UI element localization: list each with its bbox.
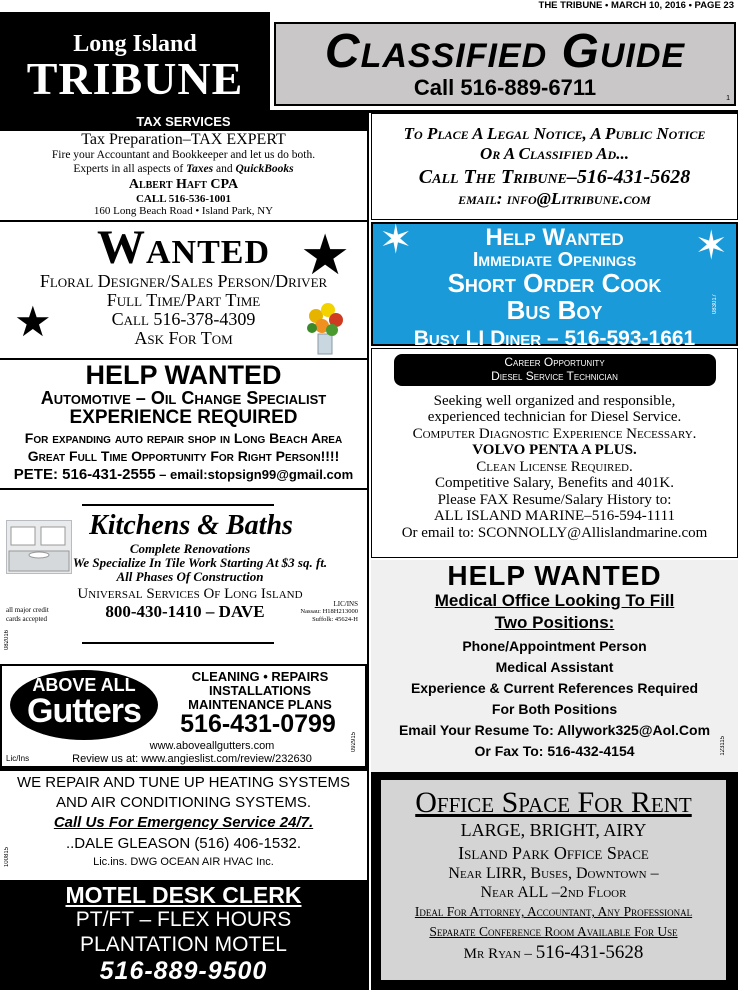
cook-line-5: Busy LI Diner – 516-593-1661: [413, 326, 696, 350]
heating-line-1: WE REPAIR AND TUNE UP HEATING SYSTEMS: [16, 774, 351, 791]
diesel-bar-line-2: Diesel Service Technician: [491, 368, 618, 383]
kitchen-line-4: Universal Services Of Long Island: [77, 586, 303, 602]
ad-motel-desk-clerk: [0, 880, 367, 990]
gutters-line-3: MAINTENANCE PLANS: [188, 697, 332, 712]
diesel-line-8: ALL ISLAND MARINE–516-594-1111: [433, 508, 676, 525]
auto-email: – email:stopsign99@gmail.com: [155, 467, 354, 483]
wanted-line-3: Call 516-378-4309: [111, 308, 256, 329]
tax-phone: CALL 516-536-1001: [135, 193, 232, 206]
auto-line-3: For expanding auto repair shop in Long Beach Area: [24, 429, 343, 446]
office-title: Office Space For Rent: [415, 786, 692, 819]
gutters-logo-line-1: ABOVE ALL: [32, 675, 136, 695]
kitchen-rule-bottom: [82, 642, 274, 644]
wanted-line-4: Ask For Tom: [134, 327, 233, 348]
notice-line-1: To Place A Legal Notice, A Public Notice: [403, 124, 706, 143]
cook-line-3: Short Order Cook: [447, 268, 662, 298]
diesel-line-4: VOLVO PENTA A PLUS.: [472, 442, 637, 459]
ad-short-order-cook: [371, 218, 738, 350]
logo-line-2: TRIBUNE: [26, 53, 244, 104]
ad-diesel-technician: [371, 348, 738, 558]
diesel-line-9: Or email to: SCONNOLLY@Allislandmarine.com: [401, 524, 708, 541]
kitchen-lic-2: Nassau: H18H213000: [300, 608, 358, 615]
gutters-review: Review us at: www.angieslist.com/review/232630: [72, 753, 312, 765]
notice-line-4: email: info@Litribune.com: [458, 188, 651, 208]
heating-line-5: Lic.ins. DWG OCEAN AIR HVAC Inc.: [93, 856, 274, 868]
diesel-line-3: Computer Diagnostic Experience Necessary.: [412, 425, 697, 442]
medical-line-2: Two Positions:: [494, 613, 615, 633]
tax-line-2-quickbooks: QuickBooks: [235, 162, 294, 175]
gutters-web: www.aboveallgutters.com: [149, 740, 275, 752]
ad-medical-office: [371, 560, 738, 772]
classified-guide-header: [274, 22, 736, 106]
kitchen-phone: 800-430-1410 – DAVE: [105, 602, 265, 621]
auto-line-2: EXPERIENCE REQUIRED: [69, 406, 298, 428]
kitchen-lic-3: Suffolk: 45624-H: [312, 616, 358, 623]
auto-phone: PETE: 516-431-2555: [13, 466, 156, 484]
office-line-3: Near LIRR, Buses, Downtown –: [448, 865, 659, 882]
motel-line-4: 516-889-9500: [99, 956, 268, 985]
tax-title: Tax Preparation–TAX EXPERT: [81, 131, 286, 148]
diesel-line-5: Clean License Required.: [476, 458, 633, 475]
star-icon-cook-right: ✶: [694, 224, 728, 268]
office-line-1: LARGE, BRIGHT, AIRY: [460, 820, 647, 840]
tax-name: Albert Haft CPA: [128, 177, 239, 193]
diesel-line-2: experienced technician for Diesel Service.: [427, 409, 682, 426]
office-contact-name: Mr Ryan –: [463, 945, 536, 962]
office-line-4: Near ALL –2nd Floor: [480, 884, 627, 902]
tax-address: 160 Long Beach Road • Island Park, NY: [93, 205, 274, 218]
diesel-line-1: Seeking well organized and responsible,: [433, 392, 676, 409]
cook-line-1: Help Wanted: [485, 224, 624, 251]
auto-line-1: Automotive – Oil Change Specialist: [40, 388, 327, 408]
gutters-line-1: CLEANING • REPAIRS: [191, 669, 329, 684]
medical-title: HELP WANTED: [447, 560, 662, 591]
gutters-phone: 516-431-0799: [180, 710, 336, 738]
diesel-bar-line-1: Career Opportunity: [504, 355, 605, 369]
gutters-lic: Lic/Ins: [6, 754, 30, 763]
notice-line-2: Or A Classified Ad...: [480, 144, 629, 164]
gutters-line-2: INSTALLATIONS: [208, 683, 312, 698]
medical-line-3: Phone/Appointment Person: [462, 638, 647, 655]
tax-bar: TAX SERVICES: [0, 113, 367, 131]
tax-line-1: Fire your Accountant and Bookkeeper and let us do both.: [51, 148, 316, 161]
diesel-bar: [394, 354, 716, 386]
medical-ref: 123115: [720, 736, 726, 756]
guide-phone: Call 516-889-6711: [413, 75, 597, 100]
tax-line-2-mid: and: [213, 162, 236, 175]
kitchen-ref: 082016: [4, 630, 10, 651]
ad-automotive: [0, 360, 367, 488]
medical-line-7: Email Your Resume To: Allywork325@Aol.Com: [398, 722, 711, 739]
kitchen-note-1: all major credit: [6, 606, 49, 614]
ad-office-space: [381, 780, 726, 980]
motel-line-1: MOTEL DESK CLERK: [65, 882, 302, 908]
column-divider: [367, 110, 369, 990]
diesel-line-7: Please FAX Resume/Salary History to:: [437, 491, 672, 508]
kitchen-line-1: Complete Renovations: [129, 541, 251, 556]
page-folio: THE TRIBUNE • MARCH 10, 2016 • PAGE 23: [538, 0, 734, 11]
cook-line-4: Bus Boy: [506, 295, 603, 326]
wanted-title: Wanted: [96, 221, 271, 274]
cook-ref: 083017: [712, 294, 718, 315]
tribune-logo: [0, 12, 270, 110]
kitchen-lic-1: LIC/INS: [333, 600, 358, 608]
flower-bouquet-icon: [304, 300, 346, 356]
star-icon-bottom-left: ★: [14, 300, 52, 346]
gutters-logo: [10, 670, 158, 740]
office-line-7: [381, 942, 726, 965]
ad-heating-ac: [0, 771, 367, 879]
kitchen-rule-top: [82, 504, 274, 506]
wanted-line-2: Full Time/Part Time: [106, 289, 261, 310]
ad-wanted-florist: [0, 222, 367, 358]
office-line-6: Separate Conference Room Available For Use: [429, 923, 678, 939]
gutters-logo-line-2: Gutters: [27, 692, 141, 730]
medical-line-6: For Both Positions: [491, 701, 618, 718]
motel-line-3: PLANTATION MOTEL: [80, 933, 287, 957]
guide-title: Classified Guide: [324, 25, 686, 78]
gutters-ref: 092915: [351, 732, 357, 753]
kitchen-line-3: All Phases Of Construction: [116, 569, 264, 584]
guide-ref: 1: [726, 95, 730, 102]
heating-line-2: AND AIR CONDITIONING SYSTEMS.: [55, 793, 312, 811]
tax-line-2-taxes: Taxes: [186, 162, 214, 175]
heating-line-4: ..DALE GLEASON (516) 406-1532.: [65, 834, 302, 852]
auto-line-5: [0, 465, 367, 485]
heating-line-3: Call Us For Emergency Service 24/7.: [53, 814, 314, 831]
office-line-2: Island Park Office Space: [458, 842, 649, 863]
office-contact-phone: 516-431-5628: [535, 941, 644, 963]
medical-line-4: Medical Assistant: [495, 659, 614, 676]
cook-line-2: Immediate Openings: [472, 249, 637, 271]
kitchen-line-2: We Specialize In Tile Work Starting At $3 sq. ft.: [72, 555, 328, 570]
auto-title: HELP WANTED: [85, 360, 282, 390]
auto-line-4: Great Full Time Opportunity For Right Person!!!!: [27, 447, 340, 464]
motel-line-2: PT/FT – FLEX HOURS: [75, 908, 292, 932]
notice-line-3: Call The Tribune–516-431-5628: [418, 165, 691, 188]
ad-above-all-gutters: [0, 664, 367, 768]
star-icon-top-right: ★: [300, 225, 351, 287]
kitchen-title: Kitchens & Baths: [89, 510, 293, 541]
medical-line-1: Medical Office Looking To Fill: [434, 591, 675, 610]
wanted-line-1: Floral Designer/Sales Person/Driver: [39, 271, 328, 291]
ad-kitchens-baths: [0, 490, 367, 662]
heating-ref: 100815: [4, 847, 10, 868]
star-icon-cook-left: ✶: [379, 218, 413, 262]
tax-line-2-pre: Experts in all aspects of: [73, 162, 187, 175]
medical-line-5: Experience & Current References Required: [410, 680, 699, 697]
medical-line-8: Or Fax To: 516-432-4154: [474, 743, 635, 760]
diesel-line-6: Competitive Salary, Benefits and 401K.: [435, 475, 674, 492]
kitchen-note-2: cards accepted: [6, 615, 47, 623]
office-line-5: Ideal For Attorney, Accountant, Any Professional: [414, 904, 693, 920]
ad-tax-services: [0, 113, 367, 220]
ad-legal-notice: [371, 113, 738, 220]
tax-line-2: [0, 163, 367, 177]
logo-line-1: Long Island: [73, 31, 197, 57]
